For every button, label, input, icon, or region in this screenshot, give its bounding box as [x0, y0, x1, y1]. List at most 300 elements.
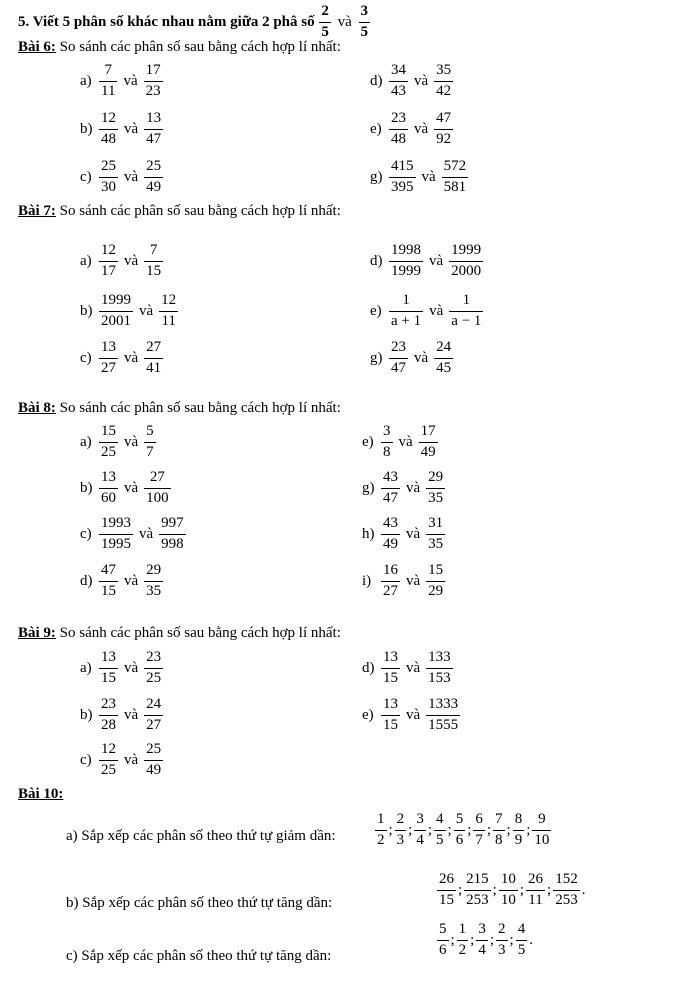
exercise-title: Bài 9:: [18, 625, 56, 641]
denominator: 92: [436, 130, 452, 147]
fraction: [99, 470, 118, 507]
denominator: 35: [428, 489, 444, 506]
item-label: a): [80, 252, 92, 269]
item: [80, 650, 164, 687]
numerator: 12: [99, 111, 118, 130]
denominator: 15: [383, 669, 398, 686]
denominator: 9: [514, 831, 523, 848]
item-label: c): [80, 168, 92, 185]
fraction: [493, 812, 505, 849]
fraction: [144, 697, 163, 734]
numerator: 26: [526, 872, 545, 891]
denominator: 60: [101, 489, 116, 506]
denominator: a − 1: [451, 312, 482, 329]
numerator: 5: [454, 812, 466, 831]
denominator: 253: [555, 891, 578, 908]
exercise-10a-text: a) Sắp xếp các phân số theo thứ tự giảm dần:: [66, 828, 336, 844]
fraction: [99, 243, 118, 280]
numerator: 15: [99, 424, 118, 443]
numerator: 13: [381, 650, 400, 669]
numerator: 13: [144, 111, 163, 130]
exercise-8-heading: [18, 400, 341, 417]
fraction: [144, 111, 163, 148]
numerator: 12: [99, 742, 118, 761]
separator: ;: [509, 931, 514, 948]
numerator: 25: [144, 159, 163, 178]
item: [362, 650, 454, 687]
denominator: 7: [475, 831, 483, 848]
item-label: b): [80, 120, 93, 137]
exercise-instruction: So sánh các phân số sau bằng cách hợp lí nhất:: [59, 625, 341, 641]
denominator: 11: [528, 891, 543, 908]
denominator: 5: [436, 831, 444, 848]
denominator: 43: [391, 82, 406, 99]
fraction: [449, 293, 483, 330]
denominator: 48: [101, 130, 116, 147]
denominator: 27: [101, 359, 116, 376]
fraction: [381, 563, 400, 600]
numerator: 3: [476, 922, 488, 941]
numerator: 12: [159, 293, 178, 312]
exercise-10b-text: b) Sắp xếp các phân số theo thứ tự tăng dần:: [66, 895, 333, 911]
separator: ;: [450, 931, 455, 948]
denominator: 5: [517, 941, 526, 958]
denominator: 27: [383, 582, 398, 599]
item-label: d): [370, 252, 383, 269]
exercise-9-heading: [18, 625, 341, 642]
fraction: [381, 697, 400, 734]
item: [80, 470, 172, 507]
denominator: 49: [146, 178, 162, 195]
fraction: $\frac{2}{5}$: [321, 3, 329, 40]
denominator: 49: [146, 761, 162, 778]
fraction: [144, 340, 163, 377]
fraction: [526, 872, 545, 909]
denominator: 3: [396, 831, 405, 848]
item-label: e): [362, 433, 374, 450]
fraction: [454, 812, 466, 849]
item: [80, 63, 164, 100]
numerator: 23: [389, 111, 408, 130]
fraction: [513, 812, 525, 849]
denominator: 1995: [101, 535, 131, 552]
and-word: và: [406, 525, 421, 542]
numerator: 415: [389, 159, 416, 178]
numerator: 7: [99, 63, 117, 82]
denominator: 2000: [451, 262, 482, 279]
fraction: [389, 293, 423, 330]
item-label: e): [370, 120, 382, 137]
numerator: 133: [426, 650, 453, 669]
fraction: [99, 697, 118, 734]
fraction-sequence: [436, 922, 534, 959]
numerator: 27: [144, 340, 163, 359]
item-label: g): [362, 479, 375, 496]
exercise-5-text: 5. Viết 5 phân số khác nhau nằm giữa 2 phâ số: [18, 13, 315, 30]
fraction: [381, 470, 400, 507]
denominator: 253: [466, 891, 489, 908]
denominator: 25: [101, 443, 116, 460]
item: [80, 424, 157, 461]
item: [80, 243, 164, 280]
separator: ;: [470, 931, 475, 948]
exercise-7-heading: [18, 203, 341, 220]
fraction: [426, 563, 445, 600]
denominator: 6: [455, 831, 464, 848]
separator: ;: [467, 821, 472, 838]
denominator: 47: [391, 359, 406, 376]
fraction: [414, 812, 426, 849]
fraction: [437, 872, 456, 909]
and-word: và: [124, 706, 139, 723]
denominator: 7: [146, 443, 154, 460]
item: [80, 111, 164, 148]
item: [362, 470, 446, 507]
denominator: 28: [101, 716, 116, 733]
fraction: [426, 697, 460, 734]
numerator: 31: [426, 516, 445, 535]
and-word: và: [124, 751, 139, 768]
item-label: d): [370, 72, 383, 89]
separator: ;: [489, 931, 495, 948]
denominator: 2: [458, 941, 467, 958]
item: [362, 563, 446, 600]
and-word: và: [124, 168, 139, 185]
item: [80, 340, 164, 377]
numerator: 23: [389, 340, 408, 359]
numerator: 2: [395, 812, 407, 831]
fraction: [434, 63, 453, 100]
separator: ;: [506, 821, 511, 838]
denominator: 10: [500, 891, 516, 908]
denominator: 581: [443, 178, 467, 195]
separator: ;: [388, 821, 393, 838]
denominator: 49: [420, 443, 436, 460]
numerator: 25: [144, 742, 163, 761]
and-word: và: [429, 252, 444, 269]
item-label: a): [80, 659, 92, 676]
denominator: 4: [478, 941, 486, 958]
numerator: 16: [381, 563, 400, 582]
item-label: a): [80, 72, 92, 89]
denominator: 23: [145, 82, 161, 99]
numerator: 47: [434, 111, 453, 130]
fraction: [159, 293, 178, 330]
denominator: 2001: [101, 312, 131, 329]
numerator: 4: [434, 812, 446, 831]
numerator: 25: [99, 159, 118, 178]
fraction: [473, 812, 485, 849]
exercise-5-line: [18, 4, 371, 41]
fraction: [99, 650, 118, 687]
numerator: 215: [464, 872, 491, 891]
exercise-6-heading: [18, 39, 341, 56]
item-label: b): [80, 302, 93, 319]
fraction: [381, 424, 393, 461]
fraction: [449, 243, 483, 280]
item-label: c): [80, 525, 92, 542]
fraction: [434, 111, 453, 148]
denominator: 30: [101, 178, 116, 195]
item: [370, 159, 469, 196]
numerator: 6: [473, 812, 485, 831]
fraction: [144, 650, 163, 687]
fraction: [464, 872, 491, 909]
and-word: và: [414, 349, 429, 366]
fraction: [426, 470, 445, 507]
fraction: [426, 650, 453, 687]
separator: ;: [526, 821, 531, 838]
and-word: và: [124, 572, 139, 589]
denominator: 15: [101, 669, 116, 686]
exercise-instruction: So sánh các phân số sau bằng cách hợp lí nhất:: [59, 39, 341, 55]
item: [370, 340, 454, 377]
fraction: [389, 340, 408, 377]
denominator: 1555: [428, 716, 459, 733]
and-word: và: [406, 572, 421, 589]
denominator: 10: [534, 831, 550, 848]
and-word: và: [406, 479, 421, 496]
denominator: 6: [439, 941, 447, 958]
numerator: 5: [144, 424, 156, 443]
exercise-title: Bài 10:: [18, 786, 64, 802]
and-word: và: [406, 706, 421, 723]
denominator: 1999: [391, 262, 421, 279]
numerator: 1993: [99, 516, 133, 535]
item: [80, 516, 187, 553]
fraction: [99, 340, 118, 377]
separator: ;: [458, 881, 463, 898]
separator: ;: [447, 821, 452, 838]
fraction-sequence: [436, 872, 586, 909]
fraction: [419, 424, 438, 461]
fraction: [99, 159, 118, 196]
item-label: g): [370, 349, 383, 366]
denominator: 17: [101, 262, 116, 279]
item-label: c): [80, 349, 92, 366]
numerator: 8: [513, 812, 525, 831]
numerator: 997: [159, 516, 186, 535]
fraction: [144, 424, 156, 461]
denominator: 100: [146, 489, 169, 506]
denominator: 29: [428, 582, 444, 599]
separator: ;: [492, 881, 497, 898]
denominator: 8: [383, 443, 391, 460]
denominator: 48: [391, 130, 406, 147]
fraction: [426, 516, 445, 553]
numerator: 1: [457, 922, 469, 941]
numerator: 3: [414, 812, 426, 831]
and-word: và: [124, 120, 139, 137]
fraction: [476, 922, 488, 959]
fraction: [99, 516, 133, 553]
denominator: 35: [428, 535, 444, 552]
denominator: a + 1: [391, 312, 422, 329]
exercise-instruction: So sánh các phân số sau bằng cách hợp lí nhất:: [59, 400, 341, 416]
numerator: 13: [99, 470, 118, 489]
fraction: [532, 812, 551, 849]
numerator: 43: [381, 516, 400, 535]
exercise-title: Bài 6:: [18, 39, 56, 55]
denominator: 49: [383, 535, 398, 552]
numerator: 15: [426, 563, 445, 582]
and-word: và: [139, 302, 154, 319]
fraction: [442, 159, 469, 196]
numerator: 2: [496, 922, 508, 941]
item-label: b): [80, 706, 93, 723]
fraction: [144, 159, 163, 196]
item: [80, 159, 164, 196]
denominator: 41: [146, 359, 162, 376]
item-label: b): [80, 479, 93, 496]
numerator: 1: [375, 812, 387, 831]
and-word: và: [123, 72, 138, 89]
fraction: [499, 872, 518, 909]
numerator: 5: [437, 922, 449, 941]
separator: ;: [519, 881, 525, 898]
denominator: 11: [161, 312, 176, 329]
denominator: 45: [436, 359, 452, 376]
numerator: 1333: [426, 697, 460, 716]
item: [370, 111, 454, 148]
fraction: [434, 340, 453, 377]
numerator: 7: [144, 243, 163, 262]
denominator: 25: [101, 761, 116, 778]
fraction: [389, 243, 423, 280]
item: [370, 63, 454, 100]
item: [80, 293, 179, 330]
item: [362, 424, 439, 461]
separator: .: [529, 931, 533, 948]
item-label: c): [80, 751, 92, 768]
separator: ;: [486, 821, 492, 838]
numerator: 24: [144, 697, 163, 716]
separator: ;: [408, 821, 413, 838]
numerator: 29: [144, 563, 163, 582]
numerator: 35: [434, 63, 453, 82]
and-word: và: [398, 433, 413, 450]
fraction: [496, 922, 508, 959]
fraction: [144, 63, 163, 100]
numerator: 3: [381, 424, 393, 443]
denominator: 395: [391, 178, 414, 195]
item: [80, 697, 164, 734]
numerator: 1: [449, 293, 483, 312]
denominator: 15: [439, 891, 454, 908]
denominator: 153: [428, 669, 451, 686]
exercise-10c-text: c) Sắp xếp các phân số theo thứ tự tăng dần:: [66, 948, 332, 964]
and-word: và: [414, 120, 429, 137]
numerator: 34: [389, 63, 408, 82]
numerator: 1: [389, 293, 423, 312]
item: [370, 293, 484, 330]
denominator: 3: [498, 941, 506, 958]
denominator: 2: [377, 831, 385, 848]
fraction: [434, 812, 446, 849]
fraction: [144, 470, 171, 507]
denominator: 4: [416, 831, 424, 848]
item-label: a): [80, 433, 92, 450]
denominator: 47: [146, 130, 162, 147]
exercise-title: Bài 8:: [18, 400, 56, 416]
numerator: 13: [99, 340, 118, 359]
numerator: 26: [437, 872, 456, 891]
numerator: 13: [381, 697, 400, 716]
numerator: 1998: [389, 243, 423, 262]
fraction: [375, 812, 387, 849]
and-word: và: [429, 302, 444, 319]
and-word: và: [124, 479, 139, 496]
item: [80, 563, 164, 600]
and-word: và: [414, 72, 429, 89]
numerator: 12: [99, 243, 118, 262]
fraction: [381, 650, 400, 687]
fraction: [99, 111, 118, 148]
fraction: [99, 293, 133, 330]
fraction: [395, 812, 407, 849]
exercise-title: Bài 7:: [18, 203, 56, 219]
numerator: 27: [144, 470, 171, 489]
and-word: và: [421, 168, 436, 185]
numerator: 23: [99, 697, 118, 716]
denominator: 27: [146, 716, 162, 733]
denominator: 998: [161, 535, 184, 552]
numerator: 23: [144, 650, 163, 669]
fraction: [457, 922, 469, 959]
denominator: 11: [101, 82, 116, 99]
fraction: [516, 922, 528, 959]
and-word: và: [124, 252, 139, 269]
numerator: 1999: [99, 293, 133, 312]
numerator: 29: [426, 470, 445, 489]
denominator: 47: [383, 489, 398, 506]
denominator: 35: [146, 582, 162, 599]
exercise-instruction: So sánh các phân số sau bằng cách hợp lí nhất:: [59, 203, 341, 219]
fraction: [159, 516, 186, 553]
item-label: h): [362, 525, 375, 542]
separator: .: [581, 881, 586, 898]
fraction: [389, 63, 408, 100]
numerator: 24: [434, 340, 453, 359]
fraction: [144, 563, 163, 600]
fraction: [389, 159, 416, 196]
numerator: 9: [532, 812, 551, 831]
numerator: 47: [99, 563, 118, 582]
numerator: 1999: [449, 243, 483, 262]
item-label: e): [370, 302, 382, 319]
fraction-sequence: [374, 812, 552, 849]
item: [80, 742, 164, 779]
denominator: 15: [146, 262, 162, 279]
numerator: 17: [144, 63, 163, 82]
and-word: và: [337, 13, 352, 30]
item-label: i): [362, 572, 372, 589]
numerator: 43: [381, 470, 400, 489]
and-word: và: [124, 349, 139, 366]
item-label: g): [370, 168, 383, 185]
denominator: 15: [383, 716, 398, 733]
and-word: và: [406, 659, 421, 676]
denominator: 8: [495, 831, 503, 848]
numerator: 13: [99, 650, 118, 669]
fraction: [99, 742, 118, 779]
and-word: và: [124, 659, 139, 676]
numerator: 10: [499, 872, 518, 891]
denominator: 15: [101, 582, 116, 599]
fraction: [99, 424, 118, 461]
and-word: và: [139, 525, 154, 542]
item-label: e): [362, 706, 374, 723]
